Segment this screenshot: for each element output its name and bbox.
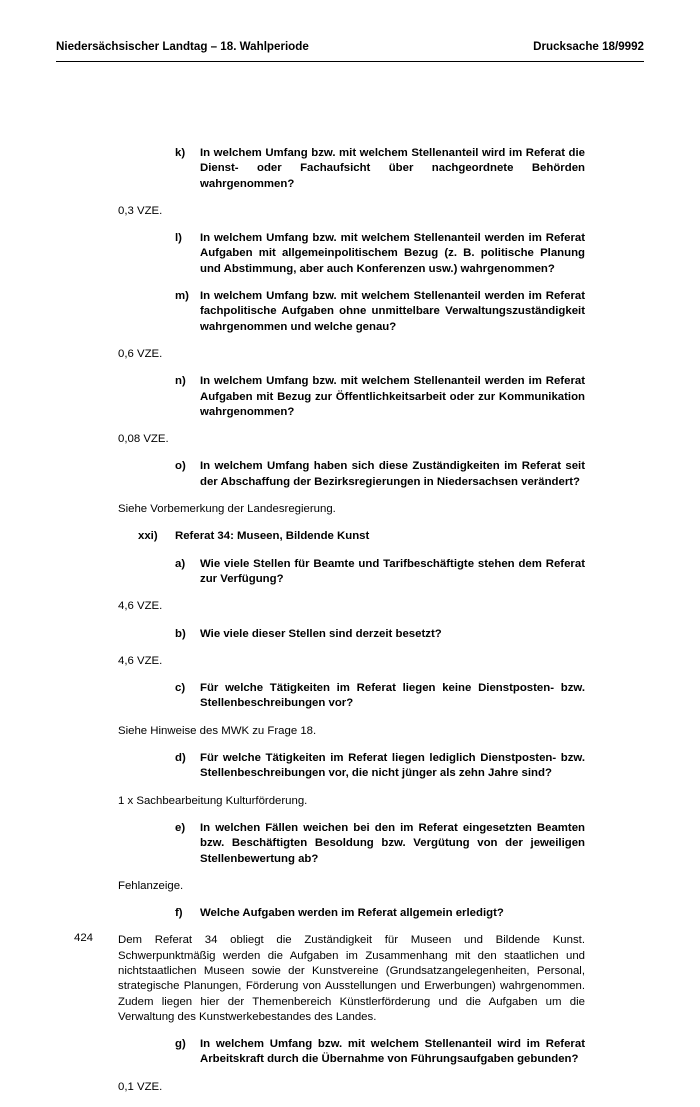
page-header (56, 40, 644, 56)
question-text: In welchen Fällen weichen bei den im Referat eingesetzten Beamten bzw. Beschäftigten Besoldung bzw. Vergütung von der jeweiligen Stellenbewertung ab? (200, 821, 585, 865)
question-c (118, 681, 585, 712)
question-e (118, 821, 585, 867)
question-text: Wie viele dieser Stellen sind derzeit besetzt? (200, 627, 442, 640)
question-text: In welchem Umfang bzw. mit welchem Stellenanteil werden im Referat Aufgaben mit allgemeinpolitischem Bezug (z. B. politische Planung und Abstimmung, aber auch Konferenzen usw.) wahrgenommen? (200, 232, 585, 275)
answer-e: Fehlanzeige. (118, 879, 184, 892)
question-text: In welchem Umfang bzw. mit welchem Stellenanteil werden im Referat Aufgaben mit Bezug zur Öffentlichkeitsarbeit oder zur Kommunikation wahrgenommen? (200, 375, 585, 418)
document-body (118, 146, 585, 1107)
answer-b: 4,6 VZE. (118, 654, 163, 667)
question-n (118, 374, 585, 420)
question-label: k) (175, 147, 186, 159)
question-text: In welchem Umfang bzw. mit welchem Stellenanteil werden im Referat fachpolitische Aufgaben ohne unmittelbare Verwaltungszuständigkeit wahrgenommen und welche genau? (200, 290, 585, 333)
question-f (118, 906, 585, 921)
question-text: In welchem Umfang haben sich diese Zuständigkeiten im Referat seit der Abschaffung der Bezirksregierungen in Niedersachsen verändert? (200, 460, 585, 488)
question-text: Wie viele Stellen für Beamte und Tarifbeschäftigte stehen dem Referat zur Verfügung? (200, 557, 585, 585)
question-text: In welchem Umfang bzw. mit welchem Stellenanteil wird im Referat die Dienst- oder Fachaufsicht über nachgeordnete Behörden wahrgenommen? (200, 147, 585, 190)
question-label: g) (175, 1038, 186, 1051)
answer-a: 4,6 VZE. (118, 600, 163, 613)
section-title: Referat 34: Museen, Bildende Kunst (175, 530, 370, 543)
header-document-number: Drucksache 18/9992 (533, 40, 644, 53)
question-label: f) (175, 907, 183, 920)
question-a (118, 557, 585, 588)
question-label: b) (175, 627, 186, 640)
answer-g: 0,1 VZE. (118, 1080, 163, 1093)
question-label: l) (175, 232, 182, 245)
header-title: Niedersächsischer Landtag – 18. Wahlperiode (56, 40, 309, 53)
question-k (118, 146, 585, 192)
question-text: In welchem Umfang bzw. mit welchem Stellenanteil wird im Referat Arbeitskraft durch die Übernahme von Führungsaufgaben gebunden? (200, 1038, 585, 1066)
question-label: n) (175, 375, 186, 388)
answer-o: Siehe Vorbemerkung der Landesregierung. (118, 503, 336, 516)
question-label: a) (175, 557, 186, 570)
question-label: d) (175, 752, 186, 765)
question-g (118, 1037, 585, 1068)
question-text: Für welche Tätigkeiten im Referat liegen keine Dienstposten- bzw. Stellenbeschreibungen vor? (200, 682, 585, 710)
section-heading-referat-34 (118, 529, 585, 544)
section-label: xxi) (138, 530, 158, 543)
page-number: 424 (74, 932, 94, 944)
answer-d: 1 x Sachbearbeitung Kulturförderung. (118, 794, 308, 807)
answer-f: Dem Referat 34 obliegt die Zuständigkeit für Museen und Bildende Kunst. Schwerpunktmäßig werden die Aufgaben im Zusammenhang mit den staatlichen und nichtstaatlichen Museen sowie der Kunstvereine (Grundsatzangelegenheiten, Personal, strategische Planungen, Förderung von Ausstellungen und Erwerbungen) wahrgenommen. Zudem liegen hier der Themenbereich Künstlerförderung und die Aufgaben um die Verwaltung des Kunstwerkebestandes des Landes. (118, 934, 585, 1023)
question-d (118, 751, 585, 782)
question-text: Welche Aufgaben werden im Referat allgemein erledigt? (200, 907, 504, 920)
answer-n: 0,08 VZE. (118, 433, 169, 446)
answer-l-m: 0,6 VZE. (118, 347, 163, 360)
question-label: e) (175, 821, 186, 834)
answer-c: Siehe Hinweise des MWK zu Frage 18. (118, 724, 317, 737)
question-text: Für welche Tätigkeiten im Referat liegen lediglich Dienstposten- bzw. Stellenbeschreibungen vor, die nicht jünger als zehn Jahre sind? (200, 752, 585, 780)
answer-k: 0,3 VZE. (118, 204, 163, 217)
header-divider (56, 61, 644, 62)
question-m (118, 289, 585, 335)
question-b (118, 627, 585, 642)
question-label: o) (175, 460, 186, 473)
question-o (118, 459, 585, 490)
question-label: m) (175, 290, 189, 303)
question-label: c) (175, 682, 186, 695)
question-l (118, 231, 585, 277)
